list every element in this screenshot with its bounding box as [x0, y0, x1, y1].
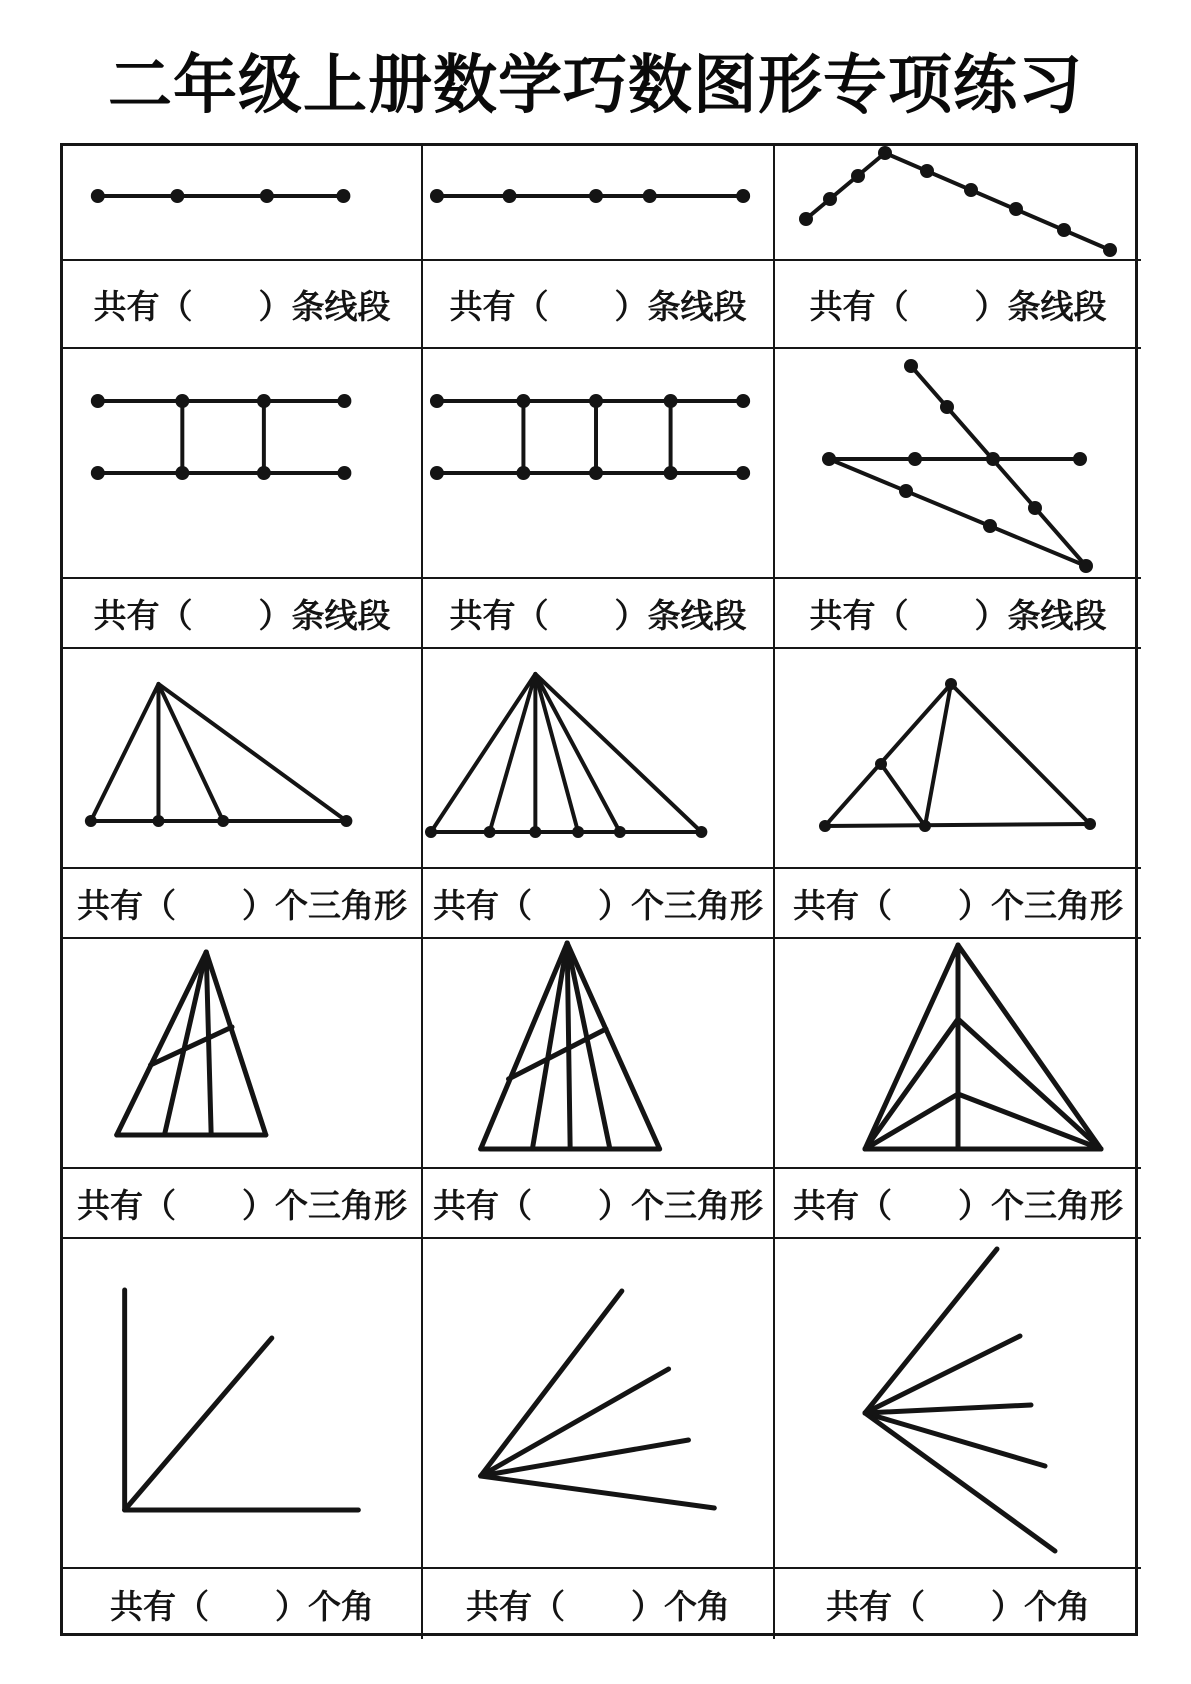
caption-r2c3: 共有（ ）条线段	[775, 579, 1141, 649]
caption-r3c3: 共有（ ）个三角形	[775, 869, 1141, 939]
figure-cell-r1c1	[63, 146, 423, 261]
triangle-figure-r4c3	[775, 939, 1141, 1167]
triangle-figure-r3c2	[423, 649, 773, 867]
figure-cell-r4c1	[63, 939, 423, 1169]
ladder-figure-r2c2	[423, 349, 773, 577]
caption-r4c2: 共有（ ）个三角形	[423, 1169, 775, 1239]
figure-cell-r2c2	[423, 349, 775, 579]
figure-cell-r2c1	[63, 349, 423, 579]
caption-r1c1: 共有（ ）条线段	[63, 261, 423, 349]
worksheet-table	[60, 143, 1138, 1636]
segments-figure-r1c3	[775, 146, 1141, 259]
figure-cell-r3c1	[63, 649, 423, 869]
figure-cell-r2c3	[775, 349, 1141, 579]
angle-figure-r5c2	[423, 1239, 773, 1567]
caption-r3c1: 共有（ ）个三角形	[63, 869, 423, 939]
figure-cell-r5c2	[423, 1239, 775, 1569]
caption-r4c1: 共有（ ）个三角形	[63, 1169, 423, 1239]
caption-r4c3: 共有（ ）个三角形	[775, 1169, 1141, 1239]
segments-figure-r1c1	[63, 146, 421, 259]
figure-cell-r3c3	[775, 649, 1141, 869]
triangle-figure-r3c1	[63, 649, 421, 867]
figure-cell-r5c3	[775, 1239, 1141, 1569]
triangle-figure-r4c1	[63, 939, 421, 1167]
figure-cell-r1c3	[775, 146, 1141, 261]
angle-figure-r5c1	[63, 1239, 421, 1567]
caption-r2c1: 共有（ ）条线段	[63, 579, 423, 649]
segments-figure-r1c2	[423, 146, 773, 259]
crossing-lines-figure-r2c3	[775, 349, 1141, 577]
caption-r5c2: 共有（ ）个角	[423, 1569, 775, 1639]
caption-r2c2: 共有（ ）条线段	[423, 579, 775, 649]
triangle-figure-r4c2	[423, 939, 773, 1167]
figure-cell-r3c2	[423, 649, 775, 869]
caption-r3c2: 共有（ ）个三角形	[423, 869, 775, 939]
caption-r1c3: 共有（ ）条线段	[775, 261, 1141, 349]
caption-r5c3: 共有（ ）个角	[826, 1589, 1090, 1626]
figure-cell-r4c3	[775, 939, 1141, 1169]
caption-r5c1: 共有（ ）个角	[63, 1569, 423, 1639]
triangle-figure-r3c3	[775, 649, 1141, 867]
figure-cell-r5c1	[63, 1239, 423, 1569]
figure-cell-r4c2	[423, 939, 775, 1169]
figure-cell-r1c2	[423, 146, 775, 261]
page-title: 二年级上册数学巧数图形专项练习	[108, 49, 1083, 121]
caption-r1c2: 共有（ ）条线段	[423, 261, 775, 349]
angle-figure-r5c3	[775, 1239, 1141, 1567]
ladder-figure-r2c1	[63, 349, 421, 577]
